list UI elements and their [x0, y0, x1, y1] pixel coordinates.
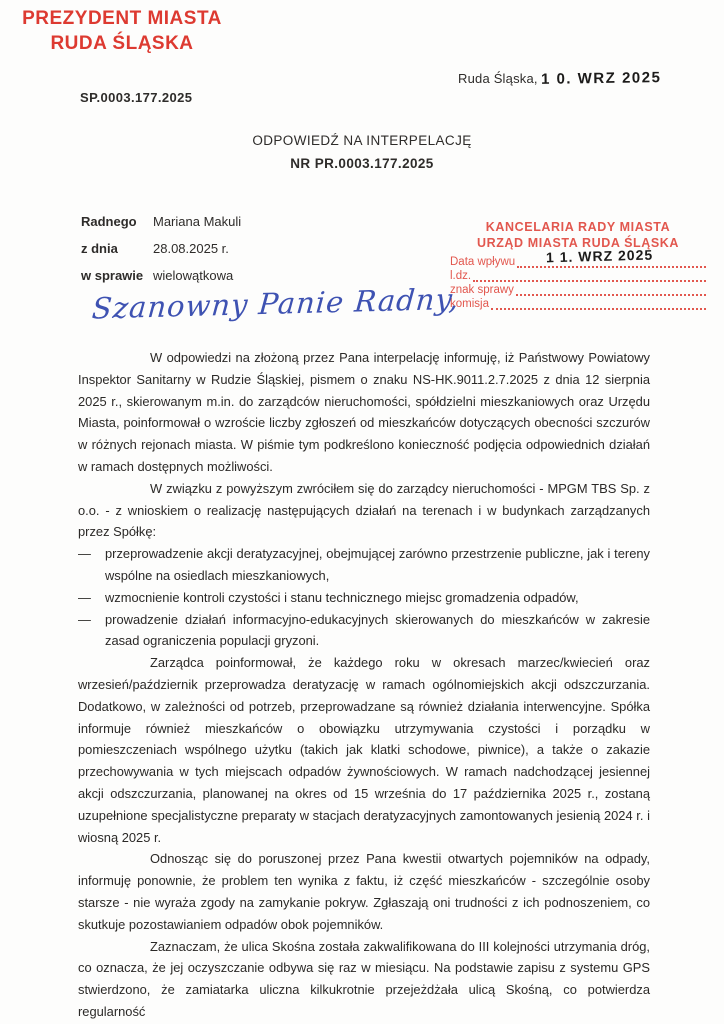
letterhead: [22, 6, 222, 56]
stamp-field-label: Data wpływu: [450, 256, 516, 268]
bullet-item: [78, 587, 650, 609]
letterhead-line1: PREZYDENT MIASTA: [22, 8, 222, 29]
bullet-text: prowadzenie działań informacyjno-edukacyjnych skierowanych do mieszkańców w zakresie zasad ograniczenia populacji gryzoni.: [105, 611, 650, 649]
meta-value: wielowątkowa: [153, 268, 234, 283]
stamp-field-label: l.dz.: [450, 270, 472, 282]
dateline-date-stamp: 1 0. WRZ 2025: [541, 69, 662, 88]
bullet-item: [78, 609, 650, 653]
received-date-stamp: 1 1. WRZ 2025: [545, 246, 654, 266]
stamp-field-label: znak sprawy: [450, 284, 514, 296]
reference-number: SP.0003.177.2025: [80, 90, 193, 105]
meta-value: 28.08.2025 r.: [153, 241, 229, 256]
dotted-leader: [516, 286, 706, 296]
body-paragraph-1: W odpowiedzi na złożoną przez Pana interpelację informuję, iż Państwowy Powiatowy Inspektor Sanitarny w Rudzie Śląskiej, pismem o znaku NS-HK.9011.2.7.2025 z dnia 12 sierpnia 2025 r., skierowanym m.in. do zarządców nieruchomości, spółdzielni mieszkaniowych oraz Urzędu Miasta, poinformował o wzroście liczby zgłoszeń od mieszkańców dotyczących obecności szczurów w różnych rejonach miasta. W piśmie tym podkreślono konieczność podjęcia odpowiednich działań w ramach dostępnych możliwości.: [78, 350, 650, 474]
bullet-text: przeprowadzenie akcji deratyzacyjnej, obejmującej zarówno przestrzenie publiczne, jak i tereny wspólne na osiedlach mieszkaniowych,: [105, 546, 650, 583]
meta-label: w sprawie: [81, 268, 144, 283]
stamp-field-label: komisja: [450, 298, 489, 310]
meta-row-radnego: [81, 214, 241, 229]
letter-title-line2: NR PR.0003.177.2025: [290, 156, 434, 171]
meta-row-w-sprawie: [81, 268, 241, 283]
meta-label: Radnego: [81, 214, 137, 229]
meta-label: z dnia: [81, 241, 118, 256]
registry-stamp-line1: KANCELARIA RADY MIASTA: [485, 220, 671, 234]
letter-title: [0, 133, 724, 171]
stamp-field-ldz: [450, 268, 706, 282]
body-paragraph-4: Odnosząc się do poruszonej przez Pana kwestii otwartych pojemników na odpady, informuję ponownie, że problem ten wynika z faktu, iż część mieszkańców - szczególnie osoby starsze - nie wyraża zgody na zamykanie pokryw. Zgłaszają oni trudności z ich podnoszeniem, co skutkuje pozostawianiem odpadów obok pojemników.: [78, 851, 650, 932]
body-paragraph-3: Zarządca poinformował, że każdego roku w okresach marzec/kwiecień oraz wrzesień/październik przeprowadza deratyzację w ramach ogólnomiejskich akcji odszczurzania. Dodatkowo, w zależności od potrzeb, przeprowadzane są również działania interwencyjne. Spółka informuje również mieszkańców o obowiązku utrzymywania czystości i porządku w pomieszczeniach wspólnego użytku (takich jak klatki schodowe, piwnice), a także o zakazie przechowywania w tych miejscach odpadów żywnościowych. W ramach nadchodzącej jesiennej akcji odszczurzania, planowanej na okres od 15 września do 17 października 2025 r., zostaną uzupełnione specjalistyczne preparaty w stacjach deratyzacyjnych zamontowanych jesienią 2024 r. i wiosną 2025 r.: [78, 655, 650, 845]
dotted-leader: [491, 300, 706, 310]
bullet-dash: —: [78, 589, 91, 605]
meta-row-z-dnia: [81, 241, 241, 256]
letterhead-line2: RUDA ŚLĄSKA: [50, 33, 194, 54]
bullet-text: wzmocnienie kontroli czystości i stanu technicznego miejsc gromadzenia odpadów,: [105, 589, 579, 605]
bullet-dash: —: [78, 546, 91, 562]
registry-stamp-line2: URZĄD MIASTA RUDA ŚLĄSKA: [476, 236, 680, 250]
dateline-place: Ruda Śląska,: [458, 71, 538, 86]
body-paragraph-2: W związku z powyższym zwróciłem się do zarządcy nieruchomości - MPGM TBS Sp. z o.o. - z wnioskiem o realizację następujących działań na terenach i w budynkach zarządzanych przez Spółkę:: [78, 480, 650, 540]
bullet-item: [78, 543, 650, 587]
letter-title-line1: ODPOWIEDŹ NA INTERPELACJĘ: [252, 133, 472, 148]
letter-body: [78, 347, 650, 1023]
meta-value: Mariana Makuli: [153, 214, 242, 229]
bullet-list: [78, 543, 650, 652]
bullet-dash: —: [78, 611, 91, 627]
subject-meta-block: [81, 214, 241, 295]
body-paragraph-5: Zaznaczam, że ulica Skośna została zakwalifikowana do III kolejności utrzymania dróg, co oznacza, że jej oczyszczanie odbywa się raz w miesiącu. Na podstawie zapisu z systemu GPS stwierdzono, że zamiatarka uliczna kilkukrotnie przejeżdżała ulicą Skośną, co potwierdza regularność: [78, 938, 650, 1019]
handwritten-greeting: Szanowny Panie Radny,: [90, 281, 461, 326]
dateline: [458, 70, 708, 87]
